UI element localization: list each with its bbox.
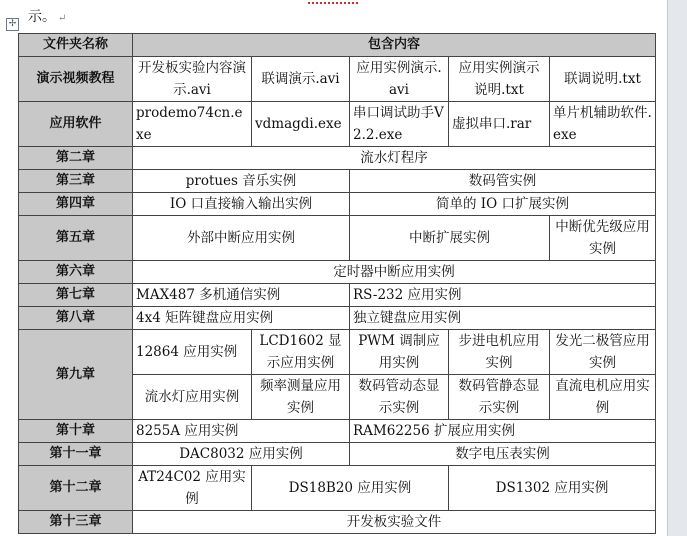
table-cell: 数码管动态显示实例	[350, 375, 449, 420]
table-cell: 中断扩展实例	[350, 216, 550, 261]
row-label: 演示视频教程	[19, 57, 133, 102]
intro-text: 示。	[28, 9, 56, 25]
table-cell: 应用实例演示说明.txt	[449, 57, 550, 102]
row-label: 第十一章	[19, 443, 133, 466]
row-label: 第五章	[19, 216, 133, 261]
table-cell: RS-232 应用实例	[350, 284, 656, 307]
table-cell: RAM62256 扩展应用实例	[350, 420, 656, 443]
table-cell: 简单的 IO 口扩展实例	[350, 193, 656, 216]
table-cell: 联调说明.txt	[550, 57, 656, 102]
table-cell: 虚拟串口.rar	[449, 102, 550, 147]
table-cell: 单片机辅助软件.exe	[550, 102, 656, 147]
table-row-software	[19, 102, 656, 147]
table-cell: 流水灯应用实例	[133, 375, 252, 420]
table-cell: 数码管实例	[350, 170, 656, 193]
header-folder-name: 文件夹名称	[19, 34, 133, 57]
table-cell: 数码管静态显示实例	[449, 375, 550, 420]
spellcheck-underline	[308, 2, 358, 4]
table-row-ch6	[19, 261, 656, 284]
row-label: 第十三章	[19, 511, 133, 534]
table-cell: 联调演示.avi	[252, 57, 350, 102]
paragraph-mark-icon: ↵	[58, 13, 67, 24]
row-label: 第十章	[19, 420, 133, 443]
table-cell: 8255A 应用实例	[133, 420, 350, 443]
table-cell: 12864 应用实例	[133, 330, 252, 375]
table-cell: 外部中断应用实例	[133, 216, 350, 261]
table-row-video	[19, 57, 656, 102]
table-cell: 4x4 矩阵键盘应用实例	[133, 307, 350, 330]
row-label: 第四章	[19, 193, 133, 216]
table-cell: 数字电压表实例	[350, 443, 656, 466]
row-label: 第十二章	[19, 466, 133, 511]
table-cell: 发光二极管应用实例	[550, 330, 656, 375]
row-label: 应用软件	[19, 102, 133, 147]
table-cell: 定时器中断应用实例	[133, 261, 656, 284]
table-row-ch5	[19, 216, 656, 261]
table-cell: MAX487 多机通信实例	[133, 284, 350, 307]
table-cell: DAC8032 应用实例	[133, 443, 350, 466]
table-row-ch11	[19, 443, 656, 466]
table-row-ch9a	[19, 330, 656, 375]
table-row-ch2	[19, 147, 656, 170]
file-contents-table	[18, 33, 656, 534]
table-row-ch8	[19, 307, 656, 330]
table-cell: AT24C02 应用实例	[133, 466, 252, 511]
table-cell: 串口调试助手V2.2.exe	[350, 102, 449, 147]
table-cell: 流水灯程序	[133, 147, 656, 170]
table-move-handle-icon[interactable]: ✢	[6, 18, 19, 31]
vertical-scrollbar[interactable]	[667, 0, 687, 536]
table-row-ch12	[19, 466, 656, 511]
row-label: 第九章	[19, 330, 133, 420]
row-label: 第六章	[19, 261, 133, 284]
row-label: 第三章	[19, 170, 133, 193]
table-cell: IO 口直接输入输出实例	[133, 193, 350, 216]
table-row-ch10	[19, 420, 656, 443]
table-cell: PWM 调制应用实例	[350, 330, 449, 375]
table-cell: protues 音乐实例	[133, 170, 350, 193]
table-cell: LCD1602 显示应用实例	[252, 330, 350, 375]
table-cell: 开发板实验内容演示.avi	[133, 57, 252, 102]
table-cell: 直流电机应用实例	[550, 375, 656, 420]
row-label: 第八章	[19, 307, 133, 330]
table-cell: 开发板实验文件	[133, 511, 656, 534]
header-contents: 包含内容	[133, 34, 656, 57]
table-cell: DS18B20 应用实例	[252, 466, 449, 511]
table-cell: 步进电机应用实例	[449, 330, 550, 375]
table-cell: prodemo74cn.exe	[133, 102, 252, 147]
table-row-ch7	[19, 284, 656, 307]
table-row-ch13	[19, 511, 656, 534]
intro-paragraph	[28, 8, 66, 28]
table-row-ch4	[19, 193, 656, 216]
table-cell: DS1302 应用实例	[449, 466, 656, 511]
table-cell: 应用实例演示.avi	[350, 57, 449, 102]
table-cell: vdmagdi.exe	[252, 102, 350, 147]
table-row-ch3	[19, 170, 656, 193]
row-label: 第二章	[19, 147, 133, 170]
table-cell: 频率测量应用实例	[252, 375, 350, 420]
row-label: 第七章	[19, 284, 133, 307]
table-header-row	[19, 34, 656, 57]
table-cell: 中断优先级应用实例	[550, 216, 656, 261]
table-cell: 独立键盘应用实例	[350, 307, 656, 330]
